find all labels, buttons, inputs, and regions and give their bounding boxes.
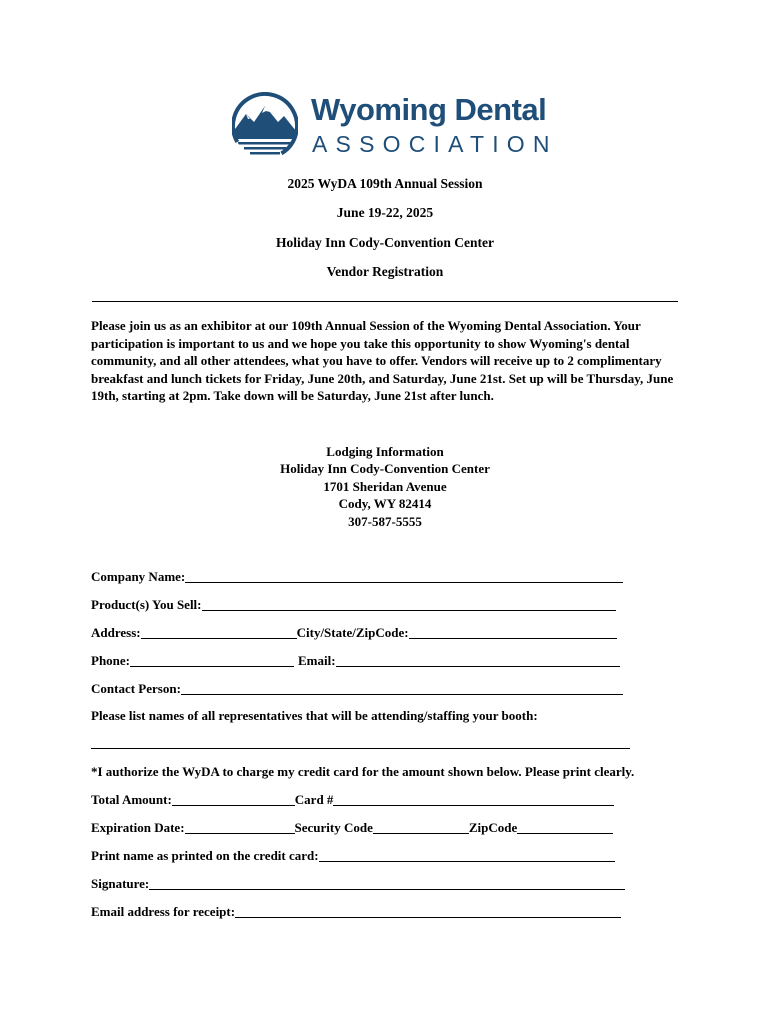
mountain-lake-icon	[232, 92, 298, 160]
session-title: 2025 WyDA 109th Annual Session	[287, 176, 483, 191]
company-name-row	[91, 569, 623, 585]
lodging-name: Holiday Inn Cody-Convention Center	[280, 461, 490, 477]
receipt-email-field[interactable]	[235, 905, 621, 918]
company-name-label: Company Name:	[91, 569, 186, 584]
email-field[interactable]	[336, 654, 620, 667]
wyda-logo	[232, 92, 558, 162]
security-code-field[interactable]	[373, 821, 469, 834]
lodging-heading: Lodging Information	[326, 444, 444, 459]
expiration-label: Expiration Date:	[91, 820, 185, 835]
expiration-field[interactable]	[185, 821, 295, 834]
city-state-zip-label: City/State/ZipCode:	[296, 625, 409, 640]
session-dates: June 19-22, 2025	[336, 205, 434, 220]
authorize-statement: *I authorize the WyDA to charge my credit card for the amount shown below. Please print clearly.	[91, 764, 635, 779]
receipt-email-label: Email address for receipt:	[91, 904, 236, 919]
security-code-label: Security Code	[294, 820, 373, 835]
card-number-label: Card #	[294, 792, 334, 807]
address-row	[91, 625, 617, 641]
card-details-row	[91, 820, 613, 836]
divider	[92, 301, 678, 302]
intro-paragraph: Please join us as an exhibitor at our 109th Annual Session of the Wyoming Dental Association. Your participation is important to us and we hope you take this opportunity to show Wyoming's dental community, and all other attendees, what you have to offer. Vendors will receive up to 2 complimentary breakfast and lunch tickets for Friday, June 20th, and Saturday, June 21st. Set up will be Thursday, June 19th, starting at 2pm. Take down will be Saturday, June 21st after lunch.	[91, 318, 674, 404]
lodging-street: 1701 Sheridan Avenue	[323, 478, 447, 494]
email-label: Email:	[298, 653, 336, 668]
phone-email-row	[91, 653, 620, 669]
zipcode-field[interactable]	[517, 821, 613, 834]
address-label: Address:	[91, 625, 141, 640]
company-name-field[interactable]	[185, 570, 623, 583]
page-title: Vendor Registration	[326, 264, 444, 279]
signature-field[interactable]	[149, 877, 625, 890]
logo-title: Wyoming Dental	[311, 92, 547, 127]
session-venue: Holiday Inn Cody-Convention Center	[276, 235, 494, 250]
phone-field[interactable]	[130, 654, 294, 667]
print-name-row	[91, 848, 615, 864]
lodging-info	[0, 443, 770, 530]
total-amount-field[interactable]	[172, 793, 295, 806]
payment-row	[91, 792, 614, 808]
card-number-field[interactable]	[333, 793, 614, 806]
city-state-zip-field[interactable]	[409, 626, 617, 639]
lodging-city: Cody, WY 82414	[338, 496, 432, 512]
contact-label: Contact Person:	[91, 681, 181, 696]
receipt-email-row	[91, 904, 621, 920]
lodging-phone: 307-587-5555	[348, 513, 422, 529]
products-label: Product(s) You Sell:	[91, 597, 202, 612]
address-field[interactable]	[141, 626, 297, 639]
representatives-field[interactable]	[91, 748, 630, 749]
signature-label: Signature:	[91, 876, 150, 891]
print-name-field[interactable]	[319, 849, 615, 862]
products-field[interactable]	[202, 598, 616, 611]
signature-row	[91, 876, 625, 892]
contact-field[interactable]	[181, 682, 623, 695]
phone-label: Phone:	[91, 653, 130, 668]
representatives-label: Please list names of all representatives that will be attending/staffing your booth:	[91, 708, 538, 723]
logo-subtitle: ASSOCIATION	[312, 131, 558, 157]
products-row	[91, 597, 616, 613]
total-amount-label: Total Amount:	[91, 792, 172, 807]
print-name-label: Print name as printed on the credit card:	[91, 848, 319, 863]
contact-row	[91, 681, 623, 697]
zipcode-label: ZipCode	[468, 820, 518, 835]
